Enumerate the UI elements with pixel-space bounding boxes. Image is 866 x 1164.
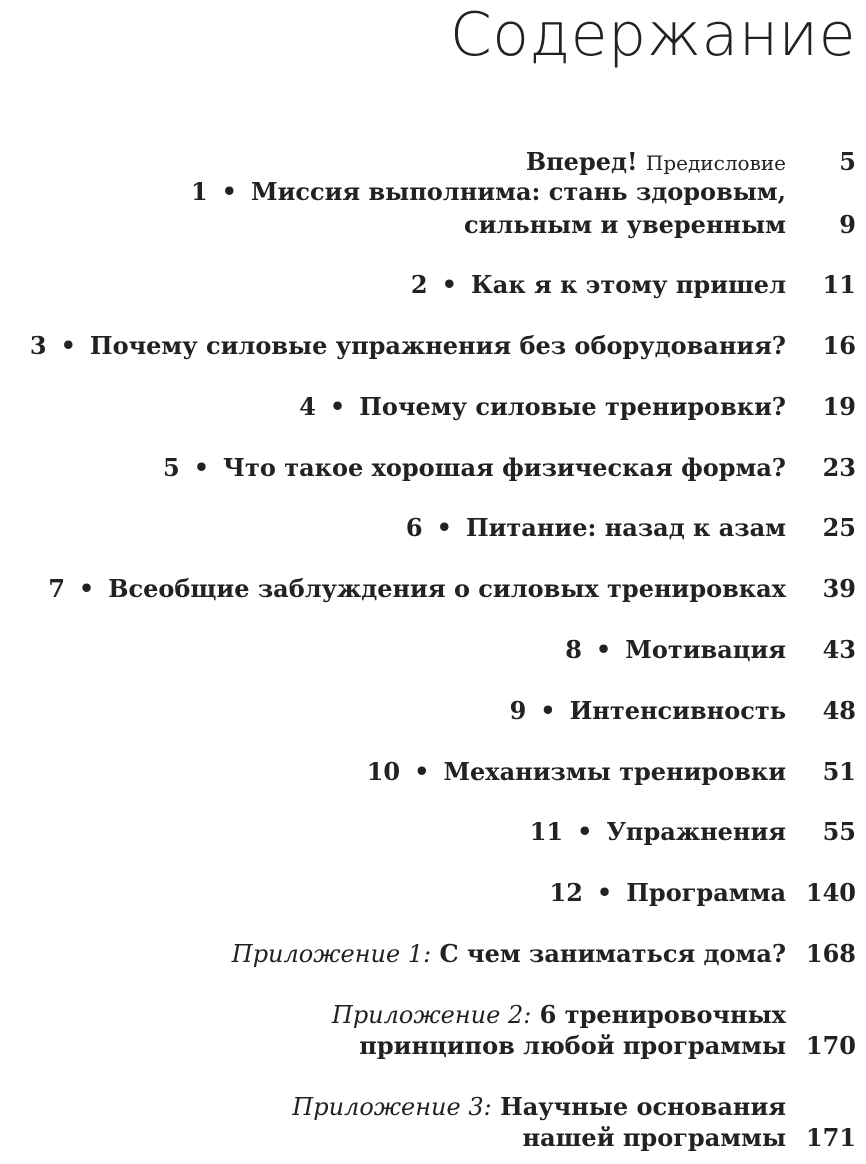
- chapter-number: 1: [190, 177, 208, 206]
- page-number: 48: [822, 696, 856, 725]
- page-title: Содержание: [449, 0, 856, 70]
- page-number: 55: [822, 817, 856, 846]
- bullet-icon: •: [436, 513, 452, 542]
- page-number: 171: [805, 1123, 856, 1152]
- page-number: 23: [822, 453, 856, 482]
- chapter-title: Что такое хорошая физическая форма?: [223, 453, 786, 482]
- toc-entry-foreword-text: [526, 147, 786, 178]
- chapter-title: Питание: назад к азам: [465, 513, 786, 542]
- chapter-number: 6: [405, 513, 423, 542]
- toc-entry-ch6-text: [406, 513, 786, 543]
- bullet-icon: •: [193, 453, 210, 482]
- bullet-icon: •: [221, 177, 238, 206]
- bullet-icon: •: [595, 635, 612, 664]
- chapter-title: Всеобщие заблуждения о силовых тренировках: [108, 574, 786, 603]
- toc-entry-ch12-text: [550, 878, 787, 908]
- page-number: 43: [822, 635, 856, 664]
- appendix-label: Приложение 3:: [292, 1093, 492, 1121]
- chapter-number: 8: [565, 635, 582, 664]
- chapter-title: Почему силовые тренировки?: [359, 392, 786, 421]
- bullet-icon: •: [577, 817, 593, 846]
- bullet-icon: •: [60, 331, 76, 360]
- chapter-title: Как я к этому пришел: [470, 270, 786, 299]
- page-number: 25: [822, 513, 856, 542]
- appendix-title-line1: Научные основания: [500, 1092, 786, 1121]
- appendix-label: Приложение 1:: [231, 940, 432, 968]
- page-number: 39: [822, 574, 856, 603]
- toc-entry-ch4-text: [299, 392, 786, 422]
- chapter-title: Интенсивность: [569, 696, 786, 725]
- page-number: 16: [822, 331, 856, 360]
- page-number: 51: [822, 757, 856, 786]
- page-number: 19: [822, 392, 856, 421]
- toc-entry-app2-line1: [332, 1000, 786, 1030]
- chapter-title-line1: Миссия выполнима: стань здоровым,: [251, 177, 786, 206]
- chapter-title: Механизмы тренировки: [443, 757, 786, 786]
- chapter-number: 9: [509, 696, 527, 725]
- chapter-title: Почему силовые упражнения без оборудования?: [89, 331, 786, 360]
- chapter-title: Мотивация: [625, 635, 786, 664]
- toc-entry-ch3-text: [30, 331, 786, 361]
- toc-entry-ch5-text: [163, 453, 786, 483]
- toc-entry-ch7-text: [48, 574, 786, 604]
- page-number: 11: [822, 270, 856, 299]
- foreword-title: Вперед!: [525, 147, 638, 176]
- page-number: 168: [805, 939, 856, 968]
- page-number: 9: [839, 210, 856, 239]
- appendix-label: Приложение 2:: [331, 1001, 532, 1029]
- bullet-icon: •: [441, 270, 457, 299]
- toc-entry-app1-text: [232, 939, 786, 969]
- bullet-icon: •: [78, 574, 95, 603]
- appendix-title-line1: 6 тренировочных: [539, 1000, 786, 1029]
- toc-entry-app3-line1: [292, 1092, 786, 1122]
- toc-entry-ch11-text: [530, 817, 786, 847]
- chapter-title: Программа: [626, 878, 786, 907]
- appendix-title-line2: нашей программы: [522, 1123, 786, 1152]
- chapter-number: 11: [529, 817, 564, 846]
- chapter-number: 4: [299, 392, 316, 421]
- toc-entry-ch8-text: [565, 635, 786, 665]
- chapter-title-line2: сильным и уверенным: [463, 210, 786, 239]
- page-number: 140: [805, 878, 856, 907]
- toc-entry-ch9-text: [510, 696, 786, 726]
- bullet-icon: •: [329, 392, 346, 421]
- bullet-icon: •: [596, 878, 613, 907]
- appendix-title: С чем заниматься дома?: [439, 939, 786, 968]
- chapter-number: 5: [163, 453, 180, 482]
- chapter-number: 12: [549, 878, 583, 907]
- toc-entry-ch2-text: [411, 270, 786, 300]
- page-number: 5: [839, 147, 856, 176]
- toc-entry-ch1-line1: [191, 177, 786, 207]
- appendix-title-line2: принципов любой программы: [359, 1031, 786, 1060]
- bullet-icon: •: [540, 696, 556, 725]
- chapter-title: Упражнения: [606, 817, 786, 846]
- chapter-number: 7: [48, 574, 65, 603]
- bullet-icon: •: [414, 757, 430, 786]
- chapter-number: 10: [366, 757, 401, 786]
- chapter-number: 3: [29, 331, 47, 360]
- page-number: 170: [805, 1031, 856, 1060]
- foreword-subtitle: Предисловие: [645, 151, 786, 175]
- chapter-number: 2: [410, 270, 428, 299]
- toc-entry-ch10-text: [367, 757, 786, 787]
